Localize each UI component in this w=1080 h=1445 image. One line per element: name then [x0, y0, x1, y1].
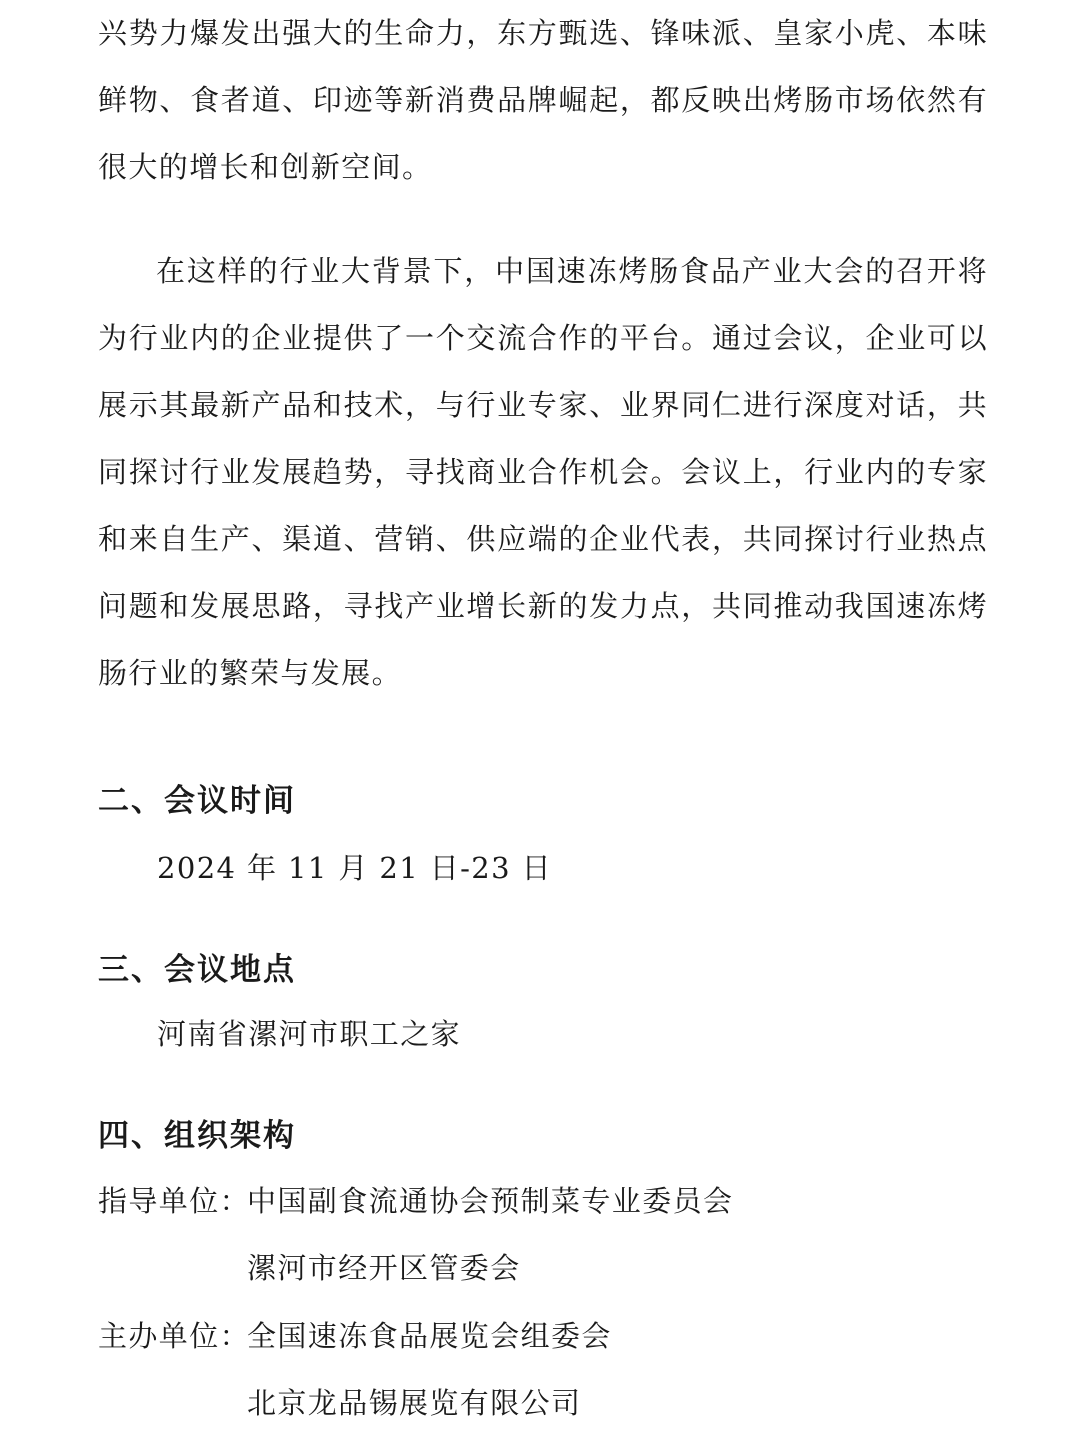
guiding-unit-1: 中国副食流通协会预制菜专业委员会	[247, 1184, 734, 1218]
intro-paragraph-1: 兴势力爆发出强大的生命力，东方甄选、锋味派、皇家小虎、本味鲜物、食者道、印迹等新消费品牌崛起，都反映出烤肠市场依然有很大的增长和创新空间。	[98, 16, 988, 184]
intro-paragraph-2: 在这样的行业大背景下，中国速冻烤肠食品产业大会的召开将为行业内的企业提供了一个交流合作的平台。通过会议，企业可以展示其最新产品和技术，与行业专家、业界同仁进行深度对话，共同探讨行业发展趋势，寻找商业合作机会。会议上，行业内的专家和来自生产、渠道、营销、供应端的企业代表，共同探讨行业热点问题和发展思路，寻找产业增长新的发力点，共同推动我国速冻烤肠行业的繁荣与发展。	[98, 254, 988, 690]
guiding-units-label: 指导单位：	[98, 1184, 251, 1218]
meeting-place-value: 河南省漯河市职工之家	[157, 1017, 462, 1051]
host-unit-1: 全国速冻食品展览会组委会	[247, 1319, 612, 1353]
organization-heading: 四、组织架构	[98, 1118, 296, 1154]
meeting-place-heading: 三、会议地点	[98, 952, 296, 988]
host-units-label: 主办单位：	[98, 1319, 251, 1353]
meeting-time-value: 2024 年 11 月 21 日-23 日	[157, 851, 553, 885]
meeting-time-heading: 二、会议时间	[98, 783, 296, 819]
guiding-unit-2: 漯河市经开区管委会	[247, 1251, 521, 1285]
host-unit-2: 北京龙品锡展览有限公司	[247, 1386, 582, 1420]
